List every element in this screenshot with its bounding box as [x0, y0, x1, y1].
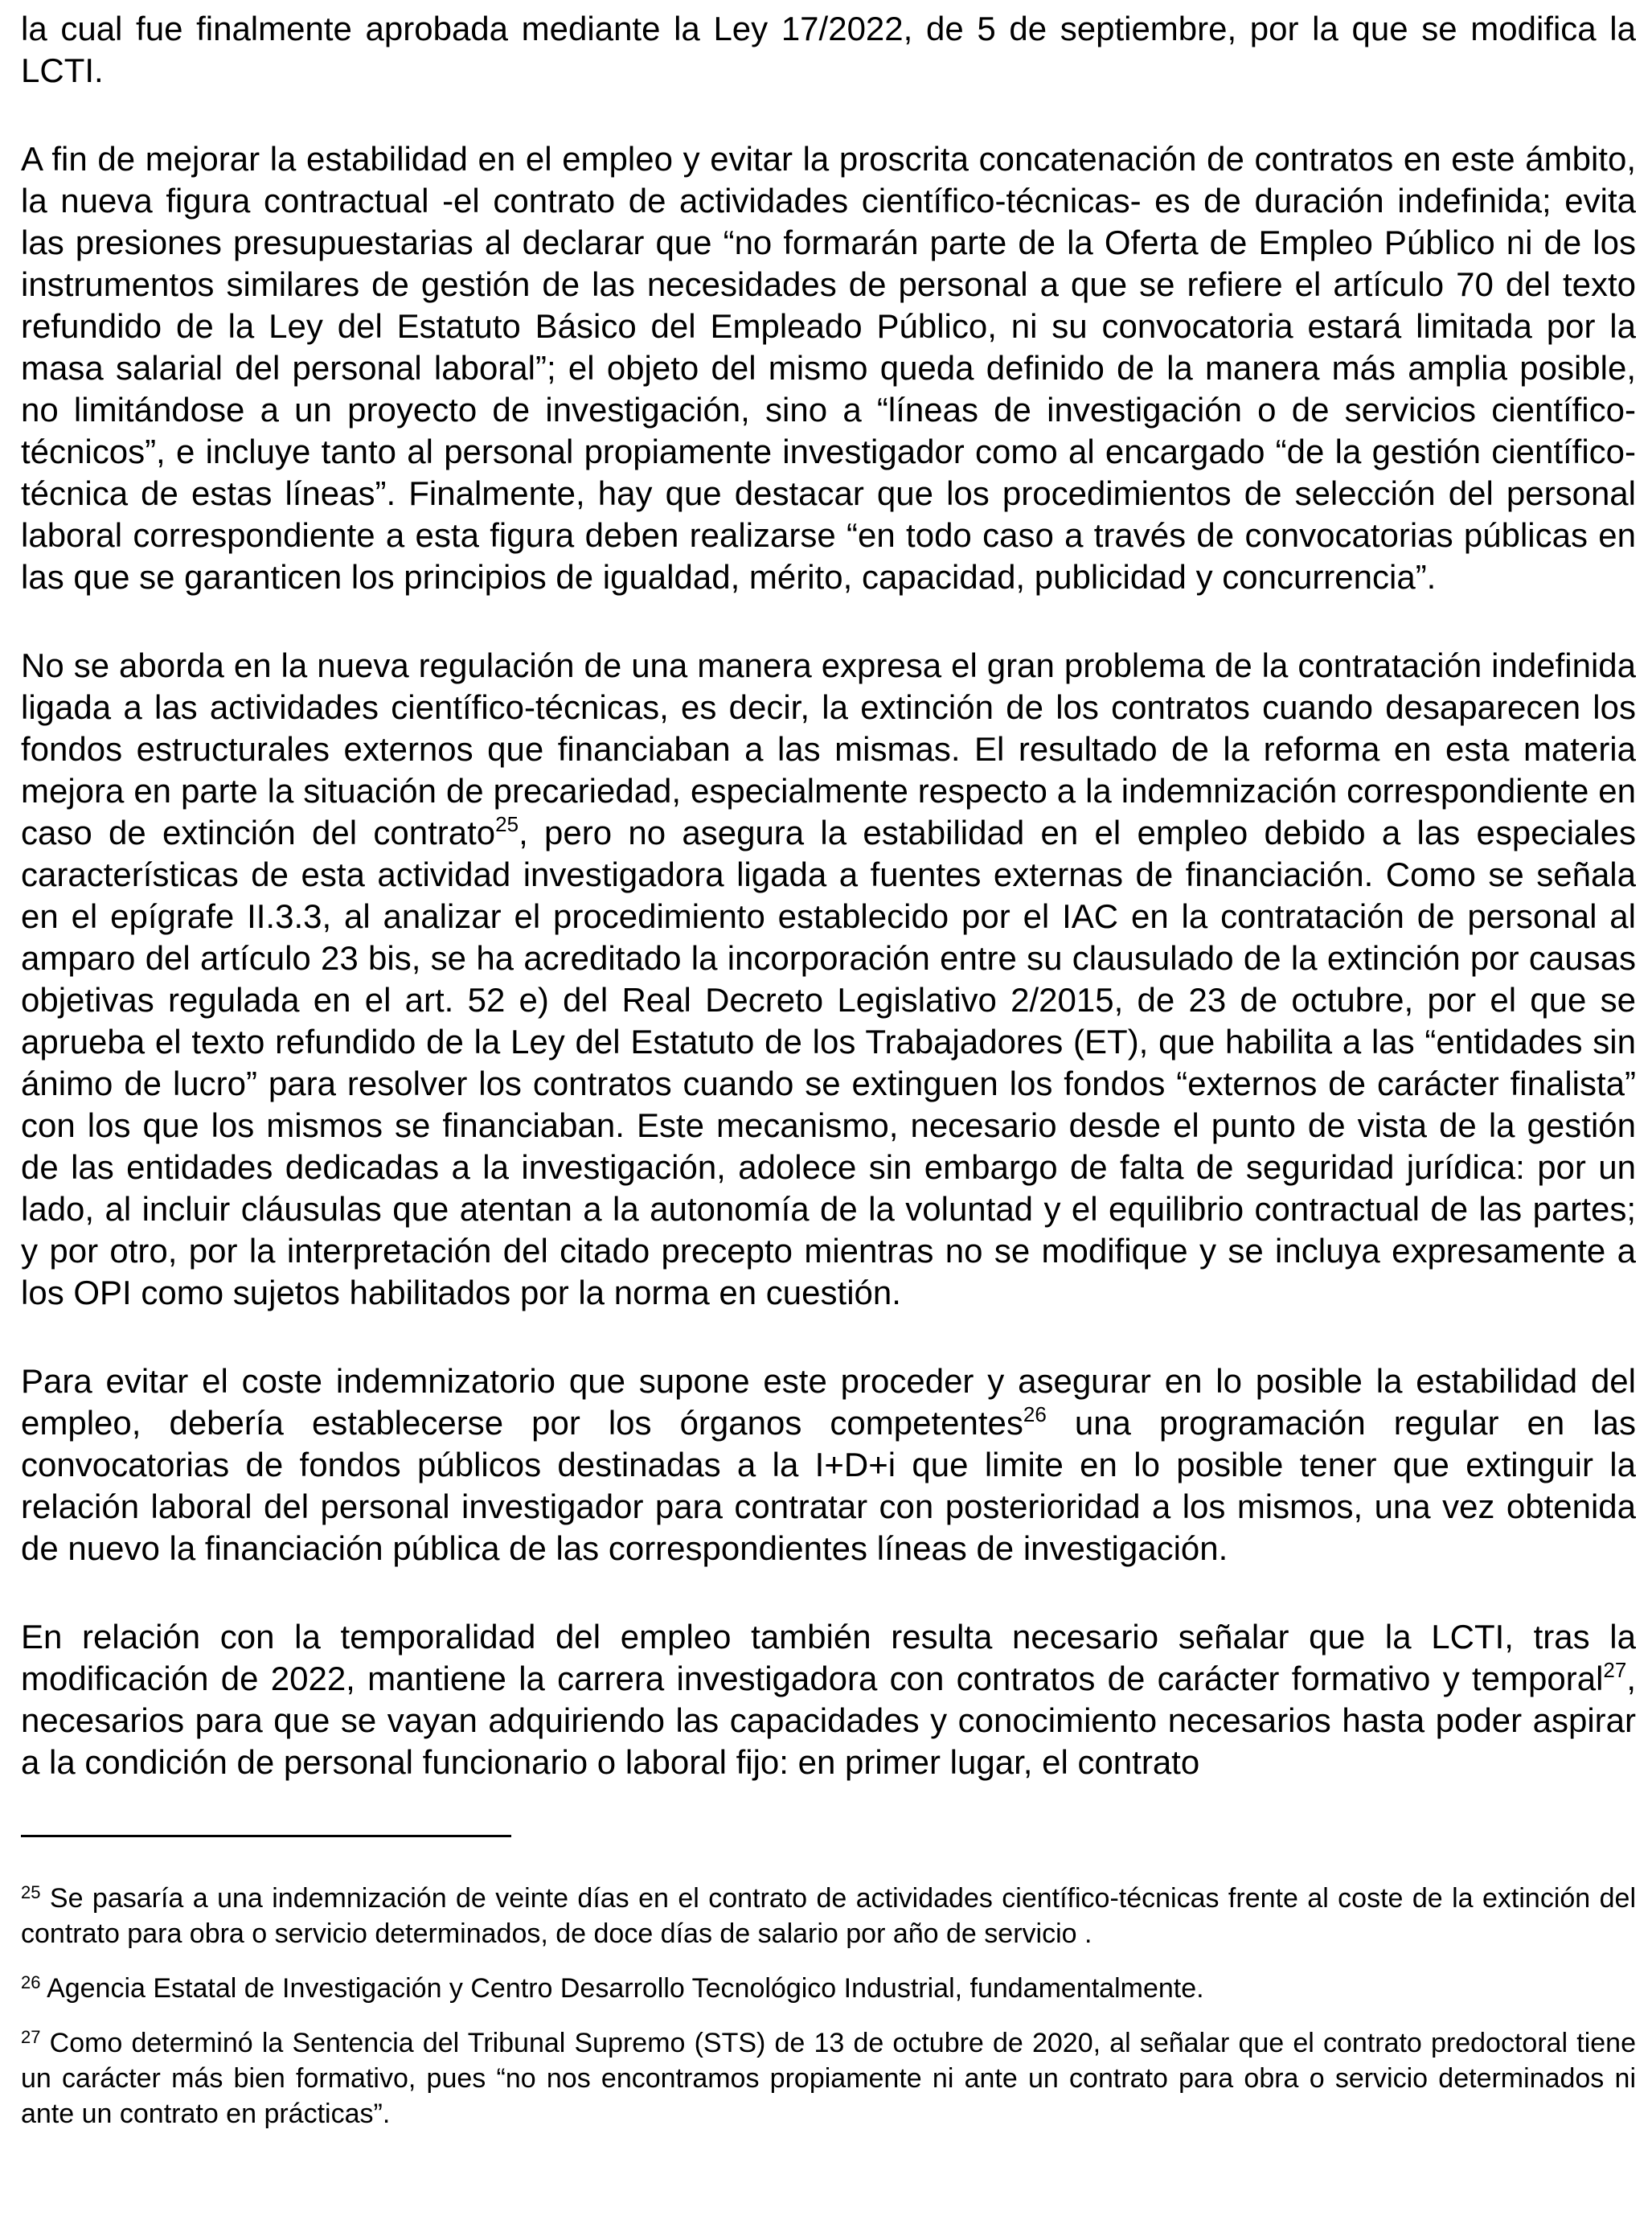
body-paragraph-2: [21, 138, 1646, 598]
body-paragraph-3: [21, 645, 1646, 1314]
body-paragraph-1: [21, 8, 1646, 92]
footnote-ref-25: 25: [495, 812, 519, 836]
body-paragraph-4: [21, 1360, 1646, 1569]
footnote-separator: [21, 1835, 511, 1837]
footnote-27-text: Como determinó la Sentencia del Tribunal Supremo (STS) de 13 de octubre de 2020, al señalar que el contrato predoctoral tiene un carácter más bien formativo, pues “no nos encontramos propiamente ni ante un contrato para obra o servicio determinados ni ante un contrato en prácticas”.: [21, 2028, 1644, 2129]
footnote-27-marker: 27: [21, 2027, 41, 2047]
paragraph-text: En relación con la temporalidad del empleo también resulta necesario señalar que la LCTI, tras la modificación de 2022, mantiene la carrera investigadora con contratos de carácter formativo y temporal: [21, 1618, 1646, 1697]
paragraph-text: , necesarios para que se vayan adquiriendo las capacidades y conocimiento necesarios hasta poder aspirar a la condición de personal funcionario o laboral fijo: en primer lugar, el contrato: [21, 1660, 1646, 1781]
footnote-25: [21, 1881, 1644, 1951]
paragraph-text: una programación regular en las convocatorias de fondos públicos destinadas a la I+D+i que limite en lo posible tener que extinguir la relación laboral del personal investigador para contratar con posterioridad a los mismos, una vez obtenida de nuevo la financiación pública de las correspondientes líneas de investigación.: [21, 1404, 1646, 1567]
footnote-27: [21, 2025, 1644, 2132]
paragraph-text: Para evitar el coste indemnizatorio que supone este proceder y asegurar en lo posible la estabilidad del empleo, debería establecerse por los órganos competentes: [21, 1362, 1646, 1442]
footnote-26-text: Agencia Estatal de Investigación y Centro Desarrollo Tecnológico Industrial, fundamentalmente.: [47, 1973, 1204, 2004]
footnote-26: [21, 1971, 1636, 2006]
footnote-26-marker: 26: [21, 1972, 41, 1992]
footnote-ref-27: 27: [1603, 1658, 1627, 1682]
body-paragraph-5: [21, 1616, 1646, 1783]
footnote-ref-26: 26: [1023, 1402, 1047, 1426]
footnote-25-marker: 25: [21, 1882, 41, 1902]
paragraph-text: , pero no asegura la estabilidad en el empleo debido a las especiales características de esta actividad investigadora ligada a fuentes externas de financiación. Como se señala en el epígrafe II.3.3, al analizar el procedimiento establecido por el IAC en la contratación de personal al amparo del artículo 23 bis, se ha acreditado la incorporación entre su clausulado de la extinción por causas objetivas regulada en el art. 52 e) del Real Decreto Legislativo 2/2015, de 23 de octubre, por el que se aprueba el texto refundido de la Ley del Estatuto de los Trabajadores (ET), que habilita a las “entidades sin ánimo de lucro” para resolver los contratos cuando se extinguen los fondos “externos de carácter finalista” con los que los mismos se financiaban. Este mecanismo, necesario desde el punto de vista de la gestión de las entidades dedicadas a la investigación, adolece sin embargo de falta de seguridad jurídica: por un lado, al incluir cláusulas que atentan a la autonomía de la voluntad y el equilibrio contractual de las partes; y por otro, por la interpretación del citado precepto mientras no se modifique y se incluya expresamente a los OPI como sujetos habilitados por la norma en cuestión.: [21, 814, 1646, 1311]
paragraph-text: A fin de mejorar la estabilidad en el empleo y evitar la proscrita concatenación de contratos en este ámbito, la nueva figura contractual -el contrato de actividades científico-técnicas- es de duración indefinida; evita las presiones presupuestarias al declarar que “no formarán parte de la Oferta de Empleo Público ni de los instrumentos similares de gestión de las necesidades de personal a que se refiere el artículo 70 del texto refundido de la Ley del Estatuto Básico del Empleado Público, ni su convocatoria estará limitada por la masa salarial del personal laboral”; el objeto del mismo queda definido de la manera más amplia posible, no limitándose a un proyecto de investigación, sino a “líneas de investigación o de servicios científico-técnicos”, e incluye tanto al personal propiamente investigador como al encargado “de la gestión científico-técnica de estas líneas”. Finalmente, hay que destacar que los procedimientos de selección del personal laboral correspondiente a esta figura deben realizarse “en todo caso a través de convocatorias públicas en las que se garanticen los principios de igualdad, mérito, capacidad, publicidad y concurrencia”.: [21, 140, 1646, 596]
paragraph-text: No se aborda en la nueva regulación de una manera expresa el gran problema de la contratación indefinida ligada a las actividades científico-técnicas, es decir, la extinción de los contratos cuando desaparecen los fondos estructurales externos que financiaban a las mismas. El resultado de la reforma en esta materia mejora en parte la situación de precariedad, especialmente respecto a la indemnización correspondiente en caso de extinción del contrato: [21, 646, 1646, 851]
paragraph-text: la cual fue finalmente aprobada mediante la Ley 17/2022, de 5 de septiembre, por la que se modifica la LCTI.: [21, 10, 1646, 89]
footnote-25-text: Se pasaría a una indemnización de veinte días en el contrato de actividades científico-técnicas frente al coste de la extinción del contrato para obra o servicio determinados, de doce días de salario por año de servicio .: [21, 1883, 1644, 1949]
